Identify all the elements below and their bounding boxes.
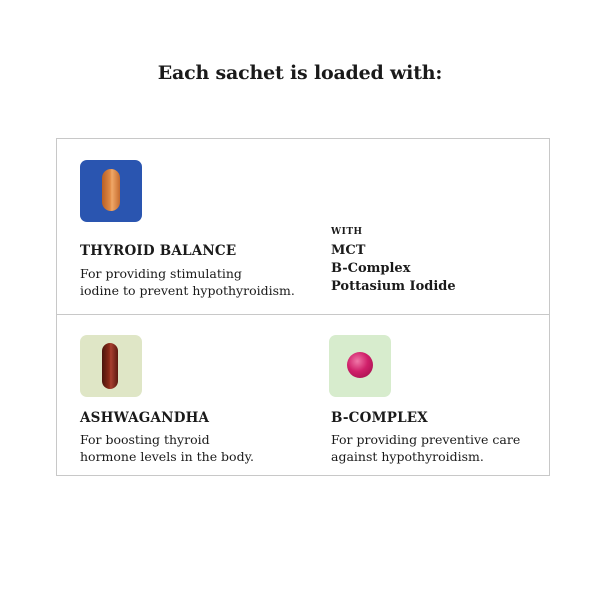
with-ingredient-b-complex: B-Complex bbox=[331, 261, 411, 276]
ingredients-box bbox=[56, 138, 550, 476]
b-complex-name: B-COMPLEX bbox=[331, 410, 428, 426]
b-complex-description bbox=[331, 431, 571, 465]
thyroid-balance-tile bbox=[80, 160, 142, 222]
ashwagandha-tile bbox=[80, 335, 142, 397]
brown-capsule-icon bbox=[102, 343, 118, 389]
page-title: Each sachet is loaded with: bbox=[157, 62, 443, 84]
pink-tablet-icon bbox=[347, 352, 373, 378]
row-divider bbox=[57, 314, 549, 315]
with-label: WITH bbox=[331, 227, 363, 237]
description-line: For providing stimulating bbox=[80, 266, 242, 281]
description-line: For boosting thyroid bbox=[80, 432, 210, 447]
with-ingredients-list bbox=[331, 242, 456, 296]
b-complex-tile bbox=[329, 335, 391, 397]
thyroid-balance-description bbox=[80, 265, 320, 299]
orange-softgel-icon bbox=[102, 169, 120, 211]
description-line: iodine to prevent hypothyroidism. bbox=[80, 283, 295, 298]
with-ingredient-mct: MCT bbox=[331, 243, 366, 258]
with-ingredient-potassium-iodide: Pottasium Iodide bbox=[331, 279, 456, 294]
thyroid-balance-name: THYROID BALANCE bbox=[80, 243, 237, 259]
description-line: against hypothyroidism. bbox=[331, 449, 484, 464]
description-line: hormone levels in the body. bbox=[80, 449, 254, 464]
ashwagandha-name: ASHWAGANDHA bbox=[80, 410, 210, 426]
ashwagandha-description bbox=[80, 431, 320, 465]
description-line: For providing preventive care bbox=[331, 432, 521, 447]
